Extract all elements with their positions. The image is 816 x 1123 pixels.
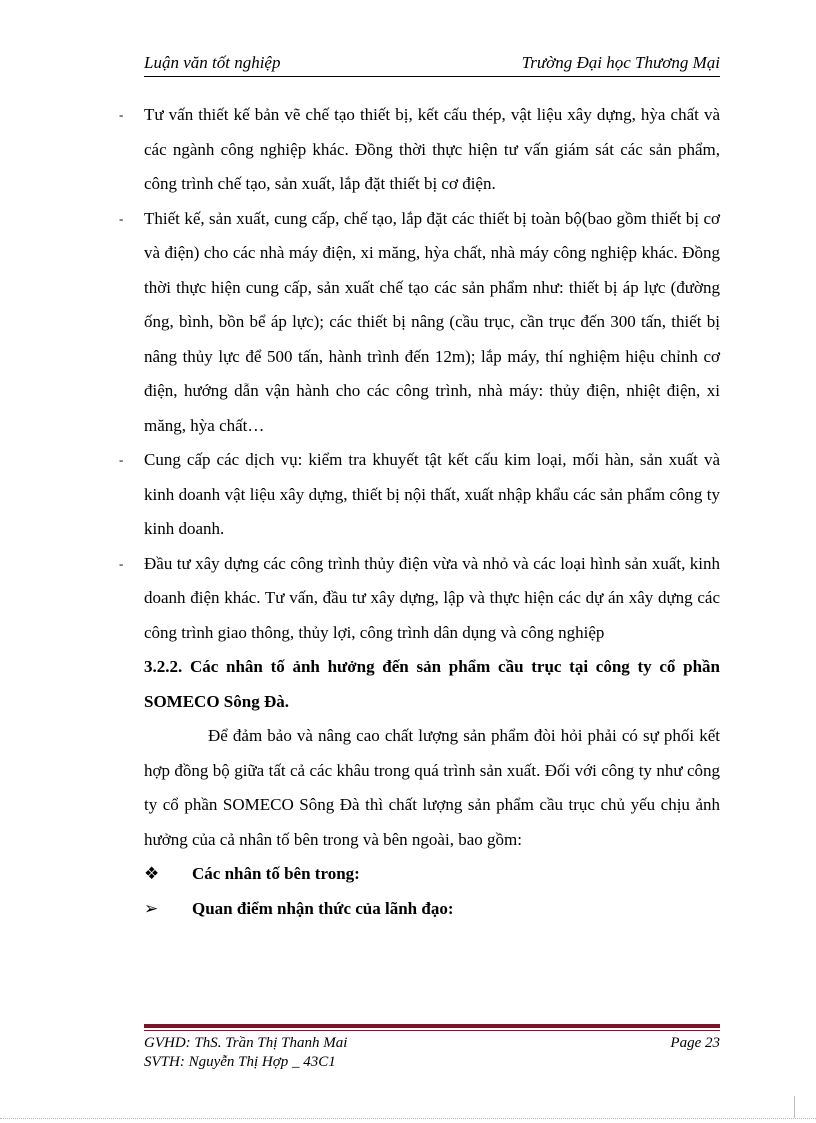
subheading-leadership-view (144, 892, 720, 927)
page-footer (144, 1034, 720, 1072)
body-paragraph: Để đảm bảo và nâng cao chất lượng sản phẩm đòi hỏi phải có sự phối kết hợp đồng bộ giữa tất cả các khâu trong quá trình sản xuất. Đối với công ty như công ty cổ phần SOMECO Sông Đà thì chất lượng sản phẩm cầu trục chủ yếu chịu ảnh hưởng của cả nhân tố bên trong và bên ngoài, bao gồm: (144, 726, 720, 849)
diamond-bullet-icon: ❖ (144, 864, 160, 883)
footer-supervisor: GVHD: ThS. Trần Thị Thanh Mai (144, 1035, 348, 1051)
bullet-text: Đầu tư xây dựng các công trình thủy điện vừa và nhỏ và các loại hình sản xuất, kinh doanh điện khác. Tư vấn, đầu tư xây dựng, lập và thực hiện các dự án xây dựng các công trình giao thông, thủy lợi, công trình dân dụng và công nghiệp (144, 553, 720, 642)
bullet-marker: - (119, 555, 124, 571)
bullet-marker: - (119, 452, 124, 467)
subheading-text: Các nhân tố bên trong: (192, 864, 360, 883)
arrow-bullet-icon: ➢ (144, 898, 159, 918)
page-number: Page 23 (670, 1035, 720, 1051)
page-edge-guide (0, 1118, 816, 1119)
footer-rule-thin (144, 1030, 720, 1031)
header-left-title: Luận văn tốt nghiệp (144, 53, 281, 72)
bullet-text: Thiết kế, sản xuất, cung cấp, chế tạo, lắp đặt các thiết bị toàn bộ(bao gồm thiết bị cơ và điện) cho các nhà máy điện, xi măng, hỳa chất, nhà máy công nghiệp khác. Đồng thời thực hiện cung cấp, sản xuất chế tạo các sản phẩm như: thiết bị áp lực (đường ống, bình, bồn bể áp lực); các thiết bị nâng (cầu trục, cần trục đến 300 tấn, thiết bị nâng thủy lực để 500 tấn, hành trình đến 12m); lắp máy, thí nghiệm hiệu chỉnh cơ điện, hướng dẫn vận hành cho các công trình, nhà máy: thủy điện, nhiệt điện, xi măng, hỳa chất… (144, 208, 720, 435)
section-heading: 3.2.2. Các nhân tố ảnh hưởng đến sản phẩm cầu trục tại công ty cổ phần SOMECO Sông Đà. (144, 657, 720, 711)
bullet-text: Cung cấp các dịch vụ: kiểm tra khuyết tật kết cấu kim loại, mối hàn, sản xuất và kinh doanh vật liệu xây dựng, thiết bị nội thất, xuất nhập khẩu các sản phẩm công ty kinh doanh. (144, 450, 720, 538)
subheading-text: Quan điểm nhận thức của lãnh đạo: (192, 898, 454, 918)
footer-student: SVTH: Nguyễn Thị Hợp _ 43C1 (144, 1054, 336, 1070)
bullet-paragraph (119, 547, 720, 651)
page-corner-guide (794, 1096, 795, 1118)
document-body (119, 98, 720, 926)
bullet-marker: - (119, 210, 124, 226)
subheading-internal-factors (144, 857, 720, 892)
bullet-paragraph (119, 202, 720, 444)
bullet-paragraph (119, 98, 720, 202)
header-rule (144, 76, 720, 77)
header-right-title: Trường Đại học Thương Mại (521, 53, 720, 72)
bullet-paragraph (119, 443, 720, 547)
footer-rule-thick (144, 1024, 720, 1028)
bullet-text: Tư vấn thiết kế bản vẽ chế tạo thiết bị, kết cấu thép, vật liệu xây dựng, hỳa chất và các ngành công nghiệp khác. Đồng thời thực hiện tư vấn giám sát các sản phẩm, công trình chế tạo, sản xuất, lắp đặt thiết bị cơ điện. (144, 105, 720, 193)
bullet-marker: - (119, 107, 124, 122)
